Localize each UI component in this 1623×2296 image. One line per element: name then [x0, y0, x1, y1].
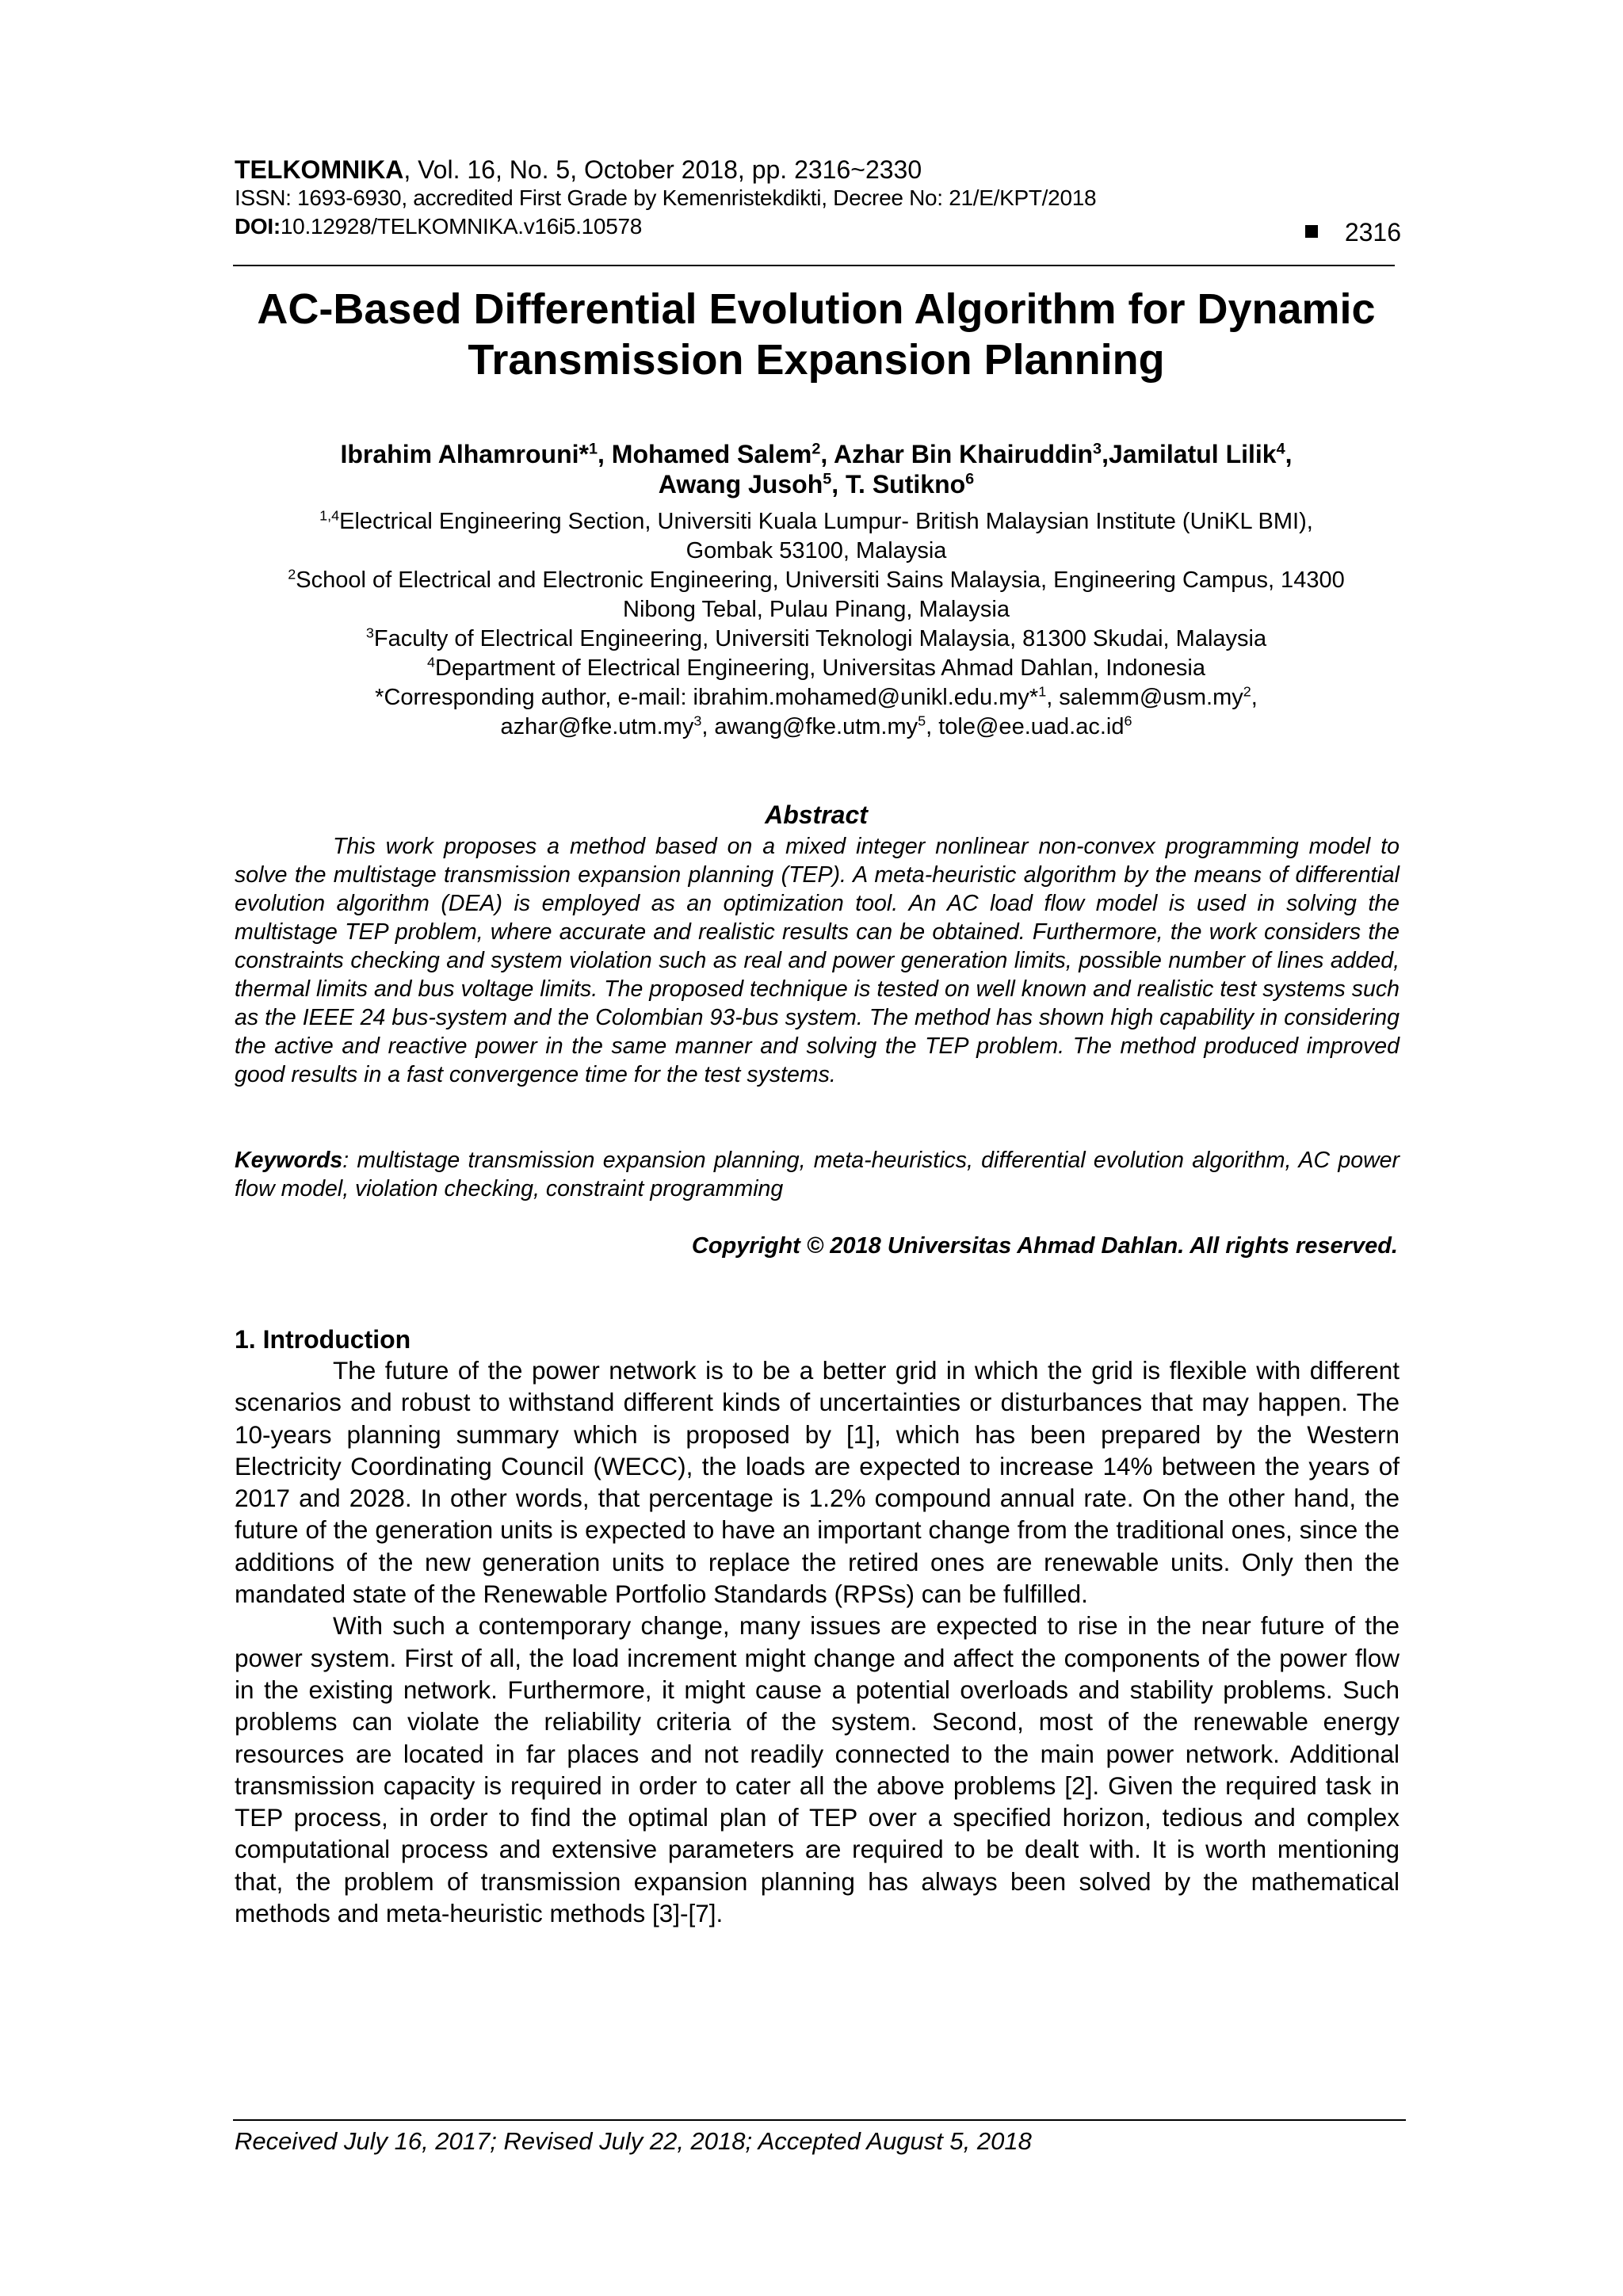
doi-value: 10.12928/TELKOMNIKA.v16i5.10578 [280, 214, 643, 239]
page-number [1305, 218, 1401, 246]
author-name: , T. Sutikno [831, 470, 966, 499]
corr-text: , awang@fke.utm.my [701, 714, 918, 739]
title-line-1: AC-Based Differential Evolution Algorithm for Dynamic [257, 285, 1376, 333]
corr-text: , [1251, 685, 1258, 710]
corr-sup: 2 [1243, 683, 1251, 700]
corr-text: *Corresponding author, e-mail: ibrahim.mohamed@unikl.edu.my* [375, 685, 1039, 710]
affiliation-text: Electrical Engineering Section, Universiti Kuala Lumpur- British Malaysian Institute (UniKL BMI), [339, 509, 1313, 534]
introduction-body [235, 1354, 1400, 1929]
doi-label: DOI: [235, 214, 281, 239]
abstract-body [235, 832, 1400, 1089]
affiliation-text: Department of Electrical Engineering, Universitas Ahmad Dahlan, Indonesia [434, 655, 1206, 681]
author-sup: 5 [823, 470, 832, 488]
corresponding-emails [206, 712, 1426, 742]
affiliation-sup: 1,4 [319, 507, 340, 524]
affiliation-text: Faculty of Electrical Engineering, Universiti Teknologi Malaysia, 81300 Skudai, Malaysia [373, 626, 1267, 651]
author-sup: 6 [965, 470, 975, 488]
corr-sup: 6 [1124, 712, 1132, 729]
affiliation-3 [206, 625, 1426, 654]
abstract-text: This work proposes a method based on a mixed integer nonlinear non-convex programming model to solve the multistage transmission expansion planning (TEP). A meta-heuristic algorithm by the means of differential evolution algorithm (DEA) is employed as an optimization tool. An AC load flow model is used in solving the multistage TEP problem, where accurate and realistic results can be obtained. Furthermore, the work considers the constraints checking and system violation such as real and power generation limits, possible number of lines added, thermal limits and bus voltage limits. The proposed technique is tested on well known and realistic test systems such as the IEEE 24 bus-system and the Colombian 93-bus system. The method has shown high capability in considering the active and reactive power in the same manner and solving the TEP problem. The method produced improved good results in a fast convergence time for the test systems. [235, 834, 1400, 1087]
corresponding-author [206, 683, 1426, 712]
author-list [206, 439, 1426, 499]
received-dates: Received July 16, 2017; Revised July 22, 2018; Accepted August 5, 2018 [235, 2127, 1032, 2155]
affiliation-2 [206, 566, 1426, 595]
journal-details: , Vol. 16, No. 5, October 2018, pp. 2316~2330 [403, 155, 922, 184]
author-sup: 2 [812, 440, 821, 458]
footer-divider [233, 2119, 1406, 2121]
corr-sup: 3 [693, 712, 702, 729]
affiliation-1-cont: Gombak 53100, Malaysia [685, 538, 947, 563]
author-name: Ibrahim Alhamrouni* [340, 440, 589, 468]
author-sup: 3 [1093, 440, 1102, 458]
author-name: Awang Jusoh [658, 470, 823, 499]
keywords-label: Keywords [235, 1148, 343, 1173]
header-divider [233, 265, 1395, 266]
affiliation-sup: 4 [426, 654, 435, 670]
copyright-notice: Copyright © 2018 Universitas Ahmad Dahlan. All rights reserved. [691, 1233, 1398, 1259]
keywords [235, 1146, 1400, 1203]
page-number-value: 2316 [1344, 218, 1401, 246]
corr-sup: 1 [1038, 683, 1047, 700]
affiliation-2-cont: Nibong Tebal, Pulau Pinang, Malaysia [623, 597, 1010, 622]
abstract-heading: Abstract [765, 800, 868, 829]
affiliation-sup: 2 [288, 566, 296, 583]
paragraph: With such a contemporary change, many issues are expected to rise in the near future of the power system. First of all, the load increment might change and affect the components of the power flow in the existing network. Furthermore, it might cause a potential overloads and stability problems. Such problems can violate the reliability criteria of the system. Second, most of the renewable energy resources are located in far places and not readily connected to the main power network. Additional transmission capacity is required in order to cater all the above problems [2]. Given the required task in TEP process, in order to find the optimal plan of TEP over a specified horizon, tedious and complex computational process and extensive parameters are required to be dealt with. It is worth mentioning that, the problem of transmission expansion planning has always been solved by the mathematical methods and meta-heuristic methods [3]-[7]. [235, 1611, 1400, 1928]
author-name: , Azhar Bin Khairuddin [820, 440, 1094, 468]
doi-line [235, 212, 1407, 241]
author-sup: 1 [588, 440, 598, 458]
author-separator: , [1285, 440, 1293, 468]
author-line-1 [206, 439, 1426, 469]
issn-line: ISSN: 1693-6930, accredited First Grade by Kemenristekdikti, Decree No: 21/E/KPT/2018 [235, 185, 1097, 210]
paper-title [206, 284, 1426, 385]
square-bullet-icon [1305, 225, 1318, 238]
author-line-2 [206, 469, 1426, 499]
journal-header [235, 155, 1407, 241]
corr-sup: 5 [918, 712, 926, 729]
corr-text: azhar@fke.utm.my [500, 714, 694, 739]
paragraph: The future of the power network is to be a better grid in which the grid is flexible with different scenarios and robust to withstand different kinds of uncertainties or disturbances that may happen. The 10-years planning summary which is proposed by [1], which has been prepared by the Western Electricity Coordinating Council (WECC), the loads are expected to increase 14% between the years of 2017 and 2028. In other words, that percentage is 1.2% compound annual rate. On the other hand, the future of the generation units is expected to have an important change from the traditional ones, since the additions of the new generation units to replace the retired ones are renewable units. Only then the mandated state of the Renewable Portfolio Standards (RPSs) can be fulfilled. [235, 1356, 1400, 1609]
affiliations [206, 507, 1426, 742]
journal-citation-line [235, 155, 1407, 184]
corr-text: , salemm@usm.my [1046, 685, 1243, 710]
keywords-text: : multistage transmission expansion planning, meta-heuristics, differential evolution algorithm, AC power flow model, violation checking, constraint programming [235, 1148, 1400, 1201]
affiliation-1 [206, 507, 1426, 537]
journal-name: TELKOMNIKA [235, 155, 404, 184]
author-name: ,Jamilatul Lilik [1102, 440, 1277, 468]
title-line-2: Transmission Expansion Planning [468, 336, 1165, 384]
corr-text: , tole@ee.uad.ac.id [926, 714, 1125, 739]
author-name: , Mohamed Salem [598, 440, 812, 468]
affiliation-sup: 3 [365, 625, 374, 641]
affiliation-4 [206, 654, 1426, 683]
section-heading: 1. Introduction [235, 1325, 411, 1354]
affiliation-text: School of Electrical and Electronic Engineering, Universiti Sains Malaysia, Engineering Campus, 14300 [296, 567, 1345, 593]
author-sup: 4 [1276, 440, 1285, 458]
